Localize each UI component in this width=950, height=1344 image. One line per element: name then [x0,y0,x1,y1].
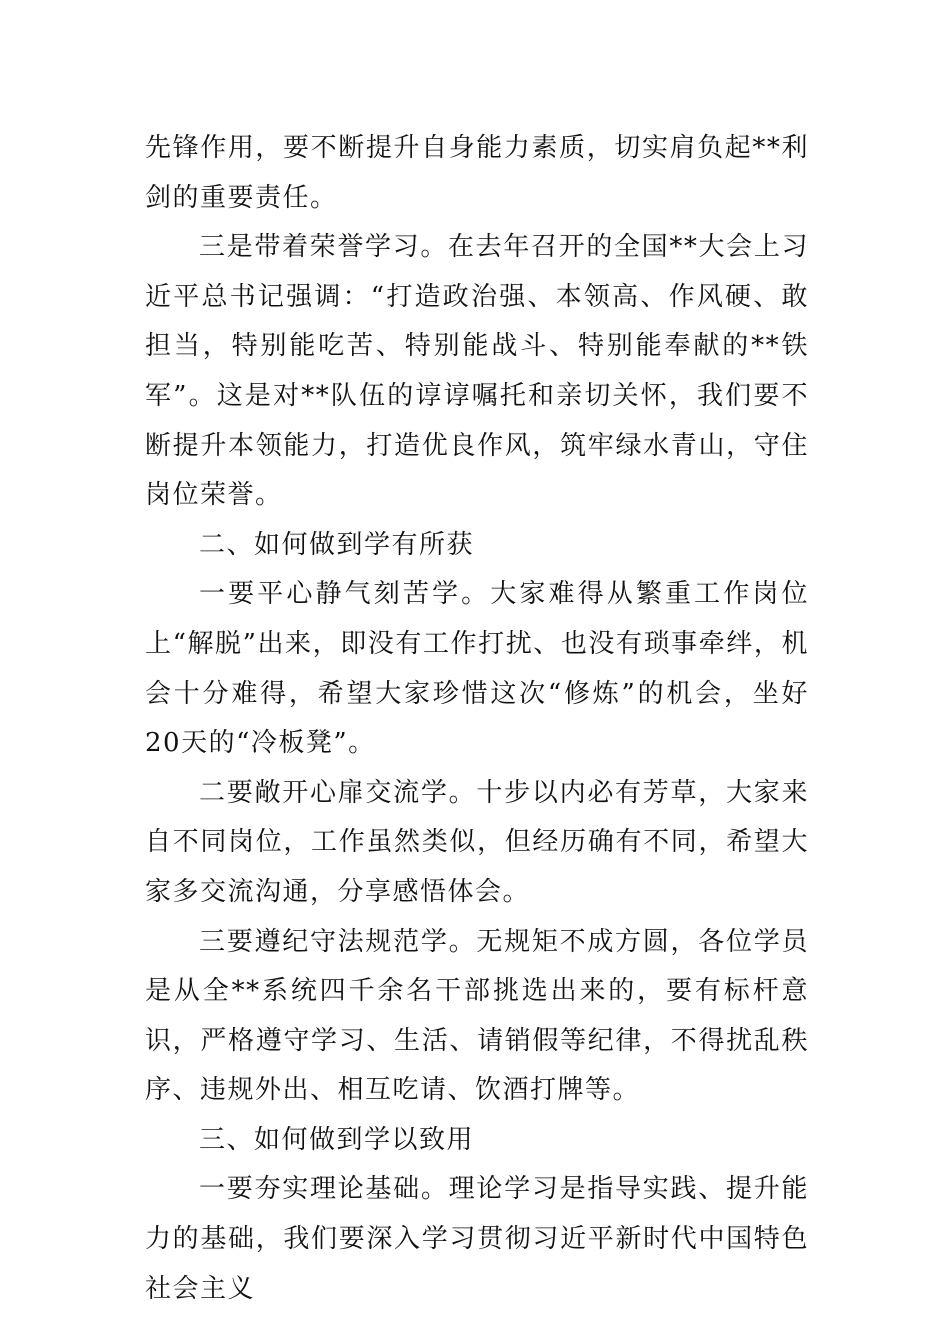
paragraph-1: 先锋作用，要不断提升自身能力素质，切实肩负起**利剑的重要责任。 [145,133,809,213]
paragraph-2: 三是带着荣誉学习。在去年召开的全国**大会上习近平总书记强调：“打造政治强、本领高、作风硬、敢担当，特别能吃苦、特别能战斗、特别能奉献的**铁军”。这是对**队伍的谆谆嘱托和亲切关怀，我们要不断提升本领能力，打造优良作风，筑牢绿水青山，守住岗位荣誉。 [145,232,809,511]
section-heading-3: 三、如何做到学以致用 [199,1124,475,1155]
document-body [145,124,809,1314]
paragraph-3: 一要平心静气刻苦学。大家难得从繁重工作岗位上“解脱”出来，即没有工作打扰、也没有琐事牵绊，机会十分难得，希望大家珍惜这次“修炼”的机会，坐好20天的“冷板凳”。 [145,579,809,759]
section-heading-2: 二、如何做到学有所获 [199,529,475,560]
paragraph-6: 一要夯实理论基础。理论学习是指导实践、提升能力的基础，我们要深入学习贯彻习近平新时代中国特色社会主义 [145,1174,809,1304]
paragraph-4: 二要敞开心扉交流学。十步以内必有芳草，大家来自不同岗位，工作虽然类似，但经历确有不同，希望大家多交流沟通，分享感悟体会。 [145,777,809,907]
paragraph-5: 三要遵纪守法规范学。无规矩不成方圆，各位学员是从全**系统四千余名干部挑选出来的，要有标杆意识，严格遵守学习、生活、请销假等纪律，不得扰乱秩序、违规外出、相互吃请、饮酒打牌等。 [145,926,809,1106]
